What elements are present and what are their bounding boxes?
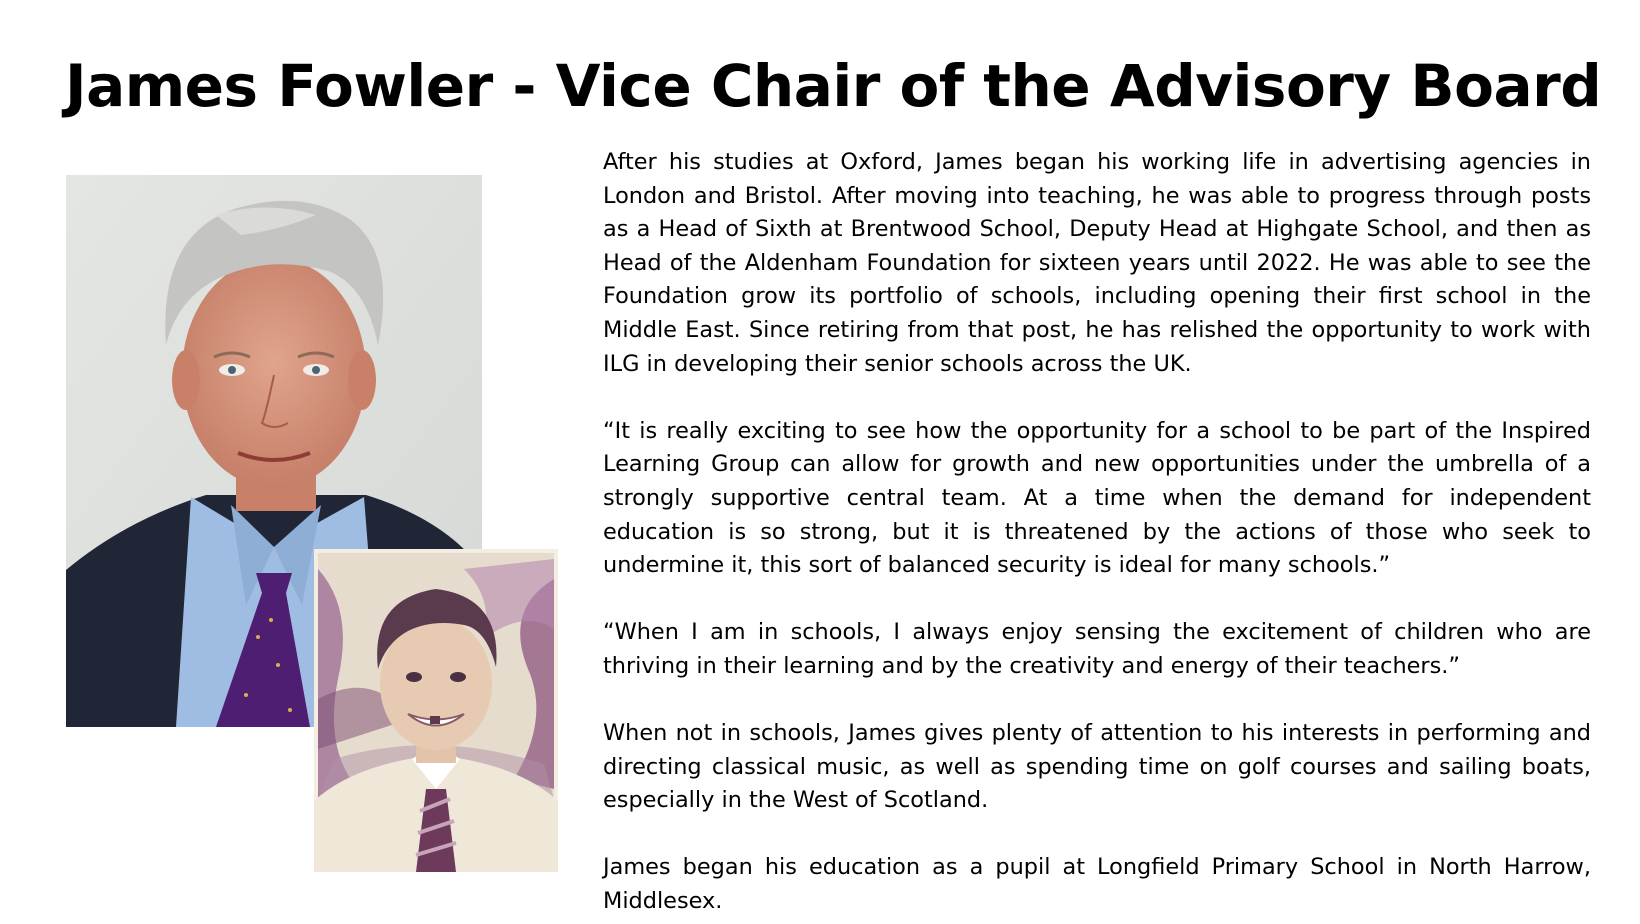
bio-paragraph-quote-schools: “When I am in schools, I always enjoy sensing the excitement of children who are thriving in their learning and by the creativity and energy of their teachers.” (603, 619, 1591, 679)
bio-paragraph-quote-ilg: “It is really exciting to see how the opportunity for a school to be part of the Inspired Learning Group can allow for growth and new opportunities under the umbrella of a strongly supportive central team. At a time when the demand for independent education is so strong, but it is threatened by the actions of those who seek to undermine it, this sort of balanced security is ideal for many schools.” (603, 417, 1591, 579)
bio-paragraph-career: After his studies at Oxford, James began his working life in advertising agencies in London and Bristol. After moving into teaching, he was able to progress through posts as a Head of Sixth at Brentwood School, Deputy Head at Highgate School, and then as Head of the Aldenham Foundation for sixteen years until 2022. He was able to see the Foundation grow its portfolio of schools, including opening their first school in the Middle East. Since retiring from that post, he has relished the opportunity to work with ILG in developing their senior schools across the UK. (603, 149, 1591, 377)
page-title: James Fowler - Vice Chair of the Advisory Board (65, 52, 1602, 120)
bio-text (603, 146, 1591, 919)
childhood-portrait-photo (314, 549, 558, 872)
bio-paragraph-interests: When not in schools, James gives plenty of attention to his interests in performing and directing classical music, as well as spending time on golf courses and sailing boats, especially in the West of Scotland. (603, 720, 1591, 814)
bio-paragraph-education: James began his education as a pupil at Longfield Primary School in North Harrow, Middlesex. (603, 854, 1591, 915)
